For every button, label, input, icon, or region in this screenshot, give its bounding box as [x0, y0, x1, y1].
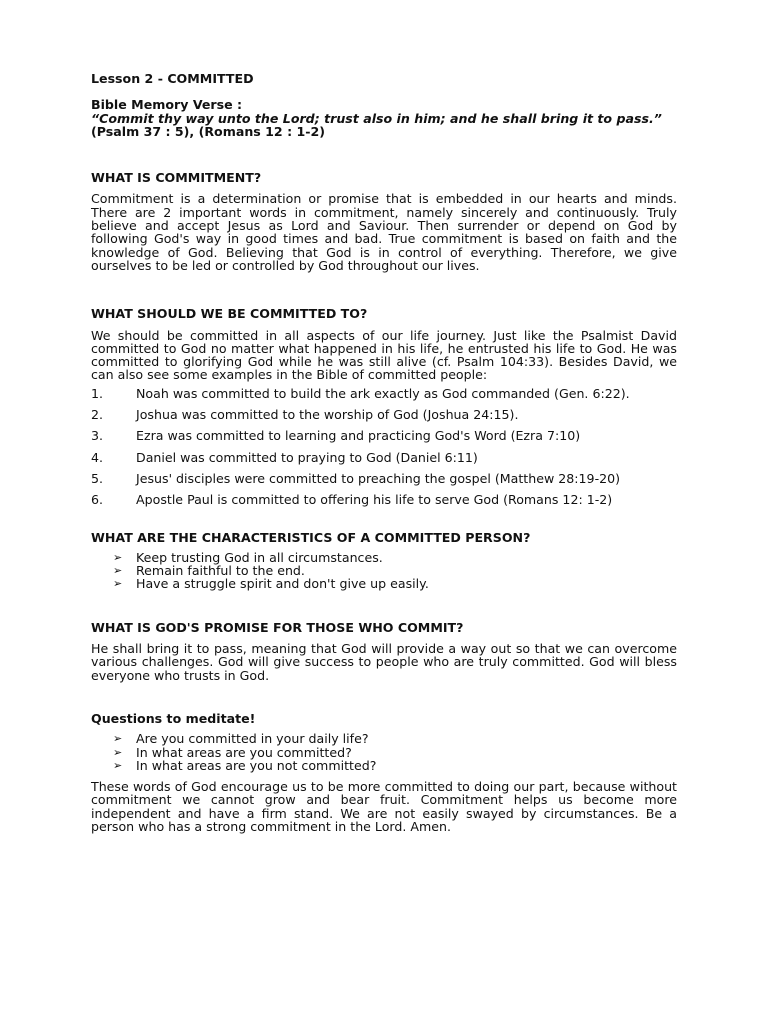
heading-questions: Questions to meditate!	[91, 710, 256, 726]
memory-verse-text: “Commit thy way unto the Lord; trust also in him; and he shall bring it to pass.”	[91, 110, 662, 126]
document-content	[91, 72, 677, 833]
list-item	[113, 564, 677, 577]
memory-verse-reference: (Psalm 37 : 5), (Romans 12 : 1-2)	[91, 123, 326, 139]
list-text: In what areas are you committed?	[136, 744, 352, 760]
arrow-bullet-icon: ➢	[113, 758, 123, 772]
list-number: 6.	[91, 492, 104, 508]
list-text: Daniel was committed to praying to God (Daniel 6:11)	[136, 449, 478, 465]
heading-gods-promise: WHAT IS GOD'S PROMISE FOR THOSE WHO COMMIT?	[91, 619, 464, 635]
arrow-bullet-icon: ➢	[113, 550, 123, 564]
list-text: In what areas are you not committed?	[136, 757, 377, 773]
list-text: Apostle Paul is committed to offering his life to serve God (Romans 12: 1-2)	[136, 492, 613, 508]
list-text: Ezra was committed to learning and practicing God's Word (Ezra 7:10)	[136, 428, 581, 444]
list-number: 1.	[91, 385, 104, 401]
list-item	[113, 746, 677, 759]
arrow-bullet-icon: ➢	[113, 577, 123, 591]
list-item	[113, 551, 677, 564]
heading-characteristics: WHAT ARE THE CHARACTERISTICS OF A COMMITTED PERSON?	[91, 529, 531, 545]
list-item	[91, 493, 677, 506]
closing-paragraph: These words of God encourage us to be more committed to doing our part, because without commitment we cannot grow and bear fruit. Commitment helps us become more independent and have a firm stand. We are not easily swayed by circumstances. Be a person who has a strong commitment in the Lord. Amen.	[91, 779, 677, 834]
list-text: Have a struggle spirit and don't give up easily.	[136, 576, 429, 592]
memory-verse-block	[91, 98, 677, 138]
list-text: Jesus' disciples were committed to preaching the gospel (Matthew 28:19-20)	[136, 470, 621, 486]
list-item	[91, 451, 677, 464]
list-number: 3.	[91, 428, 104, 444]
commitment-paragraph: Commitment is a determination or promise that is embedded in our hearts and minds. There are 2 important words in commitment, namely sincerely and continuously. Truly believe and accept Jesus as Lord and Saviour. Then surrender or depend on God by following God's way in good times and bad. True commitment is based on faith and the knowledge of God. Believing that God is in control of everything. Therefore, we give ourselves to be led or controlled by God throughout our lives.	[91, 191, 677, 273]
arrow-bullet-icon: ➢	[113, 732, 123, 746]
list-item	[113, 577, 677, 590]
list-item	[113, 732, 677, 745]
arrow-bullet-icon: ➢	[113, 745, 123, 759]
lesson-title: Lesson 2 - COMMITTED	[91, 71, 254, 86]
list-number: 4.	[91, 449, 104, 465]
list-item	[91, 472, 677, 485]
list-number: 5.	[91, 470, 104, 486]
list-text: Keep trusting God in all circumstances.	[136, 549, 383, 565]
promise-paragraph: He shall bring it to pass, meaning that God will provide a way out so that we can overcome various challenges. God will give success to people who are truly committed. God will bless everyone who trusts in God.	[91, 641, 677, 683]
heading-what-is-commitment: WHAT IS COMMITMENT?	[91, 170, 262, 186]
list-item	[91, 387, 677, 400]
list-text: Are you committed in your daily life?	[136, 731, 369, 747]
list-text: Remain faithful to the end.	[136, 563, 305, 579]
memory-verse-label: Bible Memory Verse :	[91, 97, 243, 113]
committed-to-paragraph: We should be committed in all aspects of our life journey. Just like the Psalmist David committed to God no matter what happened in his life, he entrusted his life to God. He was committed to glorifying God while he was still alive (cf. Psalm 104:33). Besides David, we can also see some examples in the Bible of committed people:	[91, 327, 677, 383]
arrow-bullet-icon: ➢	[113, 564, 123, 578]
list-item	[91, 408, 677, 421]
list-item	[113, 759, 677, 772]
questions-list	[91, 732, 677, 772]
examples-list	[91, 387, 677, 507]
characteristics-list	[91, 551, 677, 591]
list-item	[91, 429, 677, 442]
heading-committed-to: WHAT SHOULD WE BE COMMITTED TO?	[91, 306, 368, 322]
list-number: 2.	[91, 407, 104, 423]
list-text: Joshua was committed to the worship of God (Joshua 24:15).	[136, 407, 519, 423]
list-text: Noah was committed to build the ark exactly as God commanded (Gen. 6:22).	[136, 385, 630, 401]
